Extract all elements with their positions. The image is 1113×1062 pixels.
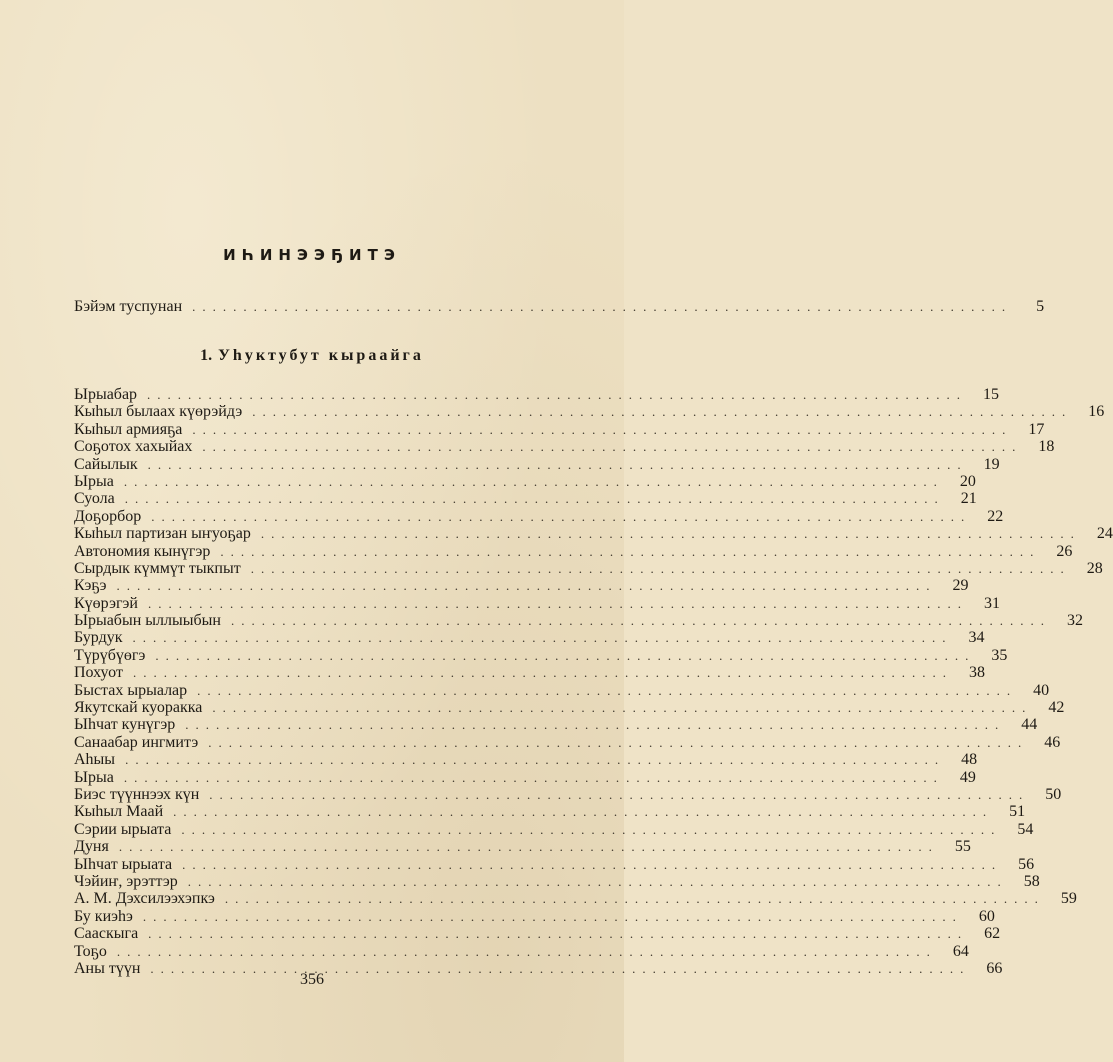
toc-entry-title: Доҕорбор <box>74 507 142 525</box>
toc-entry <box>74 890 1077 908</box>
dot-leader: ................................................................................ <box>192 299 1013 314</box>
dot-leader: ................................................................................ <box>252 404 1073 420</box>
toc-entry-page: 31 <box>983 594 1000 612</box>
toc-entry-title: Биэс түүннээх күн <box>74 785 200 803</box>
toc-entry-page: 15 <box>983 386 1000 403</box>
dot-leader: ................................................................................ <box>202 439 1023 455</box>
dot-leader: ................................................................................ <box>148 926 969 942</box>
toc-entry-page: 58 <box>1023 872 1040 890</box>
toc-entry-page: 20 <box>959 472 976 490</box>
toc-entry-page: 49 <box>959 768 976 786</box>
toc-entry-page: 64 <box>952 942 969 960</box>
toc-entry <box>74 490 977 508</box>
dot-leader: ................................................................................ <box>132 630 953 646</box>
toc-entry <box>74 542 1073 560</box>
toc-entry-title: Суола <box>74 490 115 508</box>
dot-leader: ................................................................................ <box>173 804 994 820</box>
dot-leader: ................................................................................ <box>212 700 1033 716</box>
dot-leader: ................................................................................ <box>124 491 945 507</box>
toc-entry-title: Кыһыл армияҕа <box>74 420 183 438</box>
toc-entry <box>74 785 1062 803</box>
toc-entry <box>74 838 971 856</box>
toc-entry <box>74 768 976 786</box>
toc-entry-title: Түрүбүөгэ <box>74 646 146 664</box>
toc-entry-title: Аны түүн <box>74 959 141 977</box>
toc-entry-page: 59 <box>1060 890 1077 908</box>
toc-entry-page: 48 <box>961 751 978 769</box>
toc-entry-page: 17 <box>1028 420 1045 438</box>
section-title-text: Уһуктубут кыраайга <box>218 347 424 364</box>
dot-leader: ................................................................................ <box>182 856 1003 872</box>
dot-leader: ................................................................................ <box>220 543 1041 559</box>
toc-entry <box>74 925 1001 943</box>
dot-leader: ................................................................................ <box>123 473 944 489</box>
dot-leader: ................................................................................ <box>181 821 1002 837</box>
toc-entry-page: 16 <box>1088 403 1105 421</box>
dot-leader: ................................................................................ <box>208 734 1029 750</box>
toc-entry-page: 40 <box>1033 681 1050 699</box>
toc-entry-page: 66 <box>986 959 1003 977</box>
toc-entry-page: 38 <box>968 664 985 682</box>
intro-entry-title: Бэйэм туспунан <box>74 298 183 315</box>
dot-leader: ................................................................................ <box>132 665 953 681</box>
toc-entry-page: 21 <box>960 490 977 508</box>
toc-entry-title: Кыһыл партизан ыҥуоҕар <box>74 525 251 543</box>
toc-entry-title: Сырдык күммүт тыкпыт <box>74 559 241 577</box>
dot-leader: ................................................................................ <box>116 578 937 594</box>
toc-entry <box>74 438 1055 456</box>
toc-entry <box>74 664 985 682</box>
toc-entry <box>74 716 1038 734</box>
dot-leader: ................................................................................ <box>125 752 946 768</box>
toc-entry <box>74 507 1004 525</box>
toc-entry-title: Аһыы <box>74 751 116 769</box>
toc-entry-page: 22 <box>987 507 1004 525</box>
dot-leader: ................................................................................ <box>150 960 971 976</box>
toc-entry-title: Ырыа <box>74 768 114 786</box>
toc-entry-page: 28 <box>1086 559 1103 577</box>
toc-entry <box>74 855 1035 873</box>
dot-leader: ................................................................................ <box>123 769 944 785</box>
toc-entry-title: Сайылык <box>74 455 138 473</box>
toc-entry-title: Быстах ырыалар <box>74 681 188 699</box>
toc-entry-page: 51 <box>1009 803 1026 821</box>
toc-entry-page: 56 <box>1018 855 1035 873</box>
toc-entry <box>74 525 1113 543</box>
toc-entry <box>74 559 1103 577</box>
toc-entry-page: 54 <box>1017 820 1034 838</box>
toc-entry-title: Ыһчат ырыата <box>74 855 173 873</box>
dot-leader: ................................................................................ <box>230 613 1051 629</box>
toc-entry-title: Кэҕэ <box>74 577 107 595</box>
toc-entry-page: 55 <box>954 838 971 856</box>
toc-entry-page: 35 <box>991 646 1008 664</box>
toc-entry-page: 32 <box>1066 612 1083 630</box>
dot-leader: ................................................................................ <box>147 595 968 611</box>
toc-entry-title: Кыһыл былаах күөрэйдэ <box>74 403 243 421</box>
toc-entry-title: Сааскыга <box>74 925 139 943</box>
toc-entry-page: 19 <box>983 455 1000 473</box>
dot-leader: ................................................................................ <box>224 891 1045 907</box>
toc-entry <box>74 403 1105 421</box>
dot-leader: ................................................................................ <box>147 387 968 402</box>
dot-leader: ................................................................................ <box>192 421 1013 437</box>
toc-entry <box>74 942 969 960</box>
toc-entry <box>74 612 1083 630</box>
dot-leader: ................................................................................ <box>155 647 976 663</box>
toc-entry <box>74 472 976 490</box>
toc-entry-page: 34 <box>968 629 985 647</box>
dot-leader: ................................................................................ <box>209 786 1030 802</box>
toc-entry-title: Автономия кынүгэр <box>74 542 211 560</box>
toc-entry <box>74 751 978 769</box>
toc-entry-page: 46 <box>1044 733 1061 751</box>
toc-entry <box>74 699 1065 717</box>
section-heading <box>0 347 624 365</box>
dot-leader: ................................................................................ <box>197 682 1018 698</box>
toc-entry <box>74 455 1000 473</box>
toc-entry <box>74 646 1008 664</box>
dot-leader: ................................................................................ <box>142 908 963 924</box>
toc-entry <box>74 872 1040 890</box>
toc-entry-title: Сэрии ырыата <box>74 820 172 838</box>
toc-entry <box>74 594 1000 612</box>
toc-entry-title: Соҕотох хахыйах <box>74 438 193 456</box>
toc-entry-page: 29 <box>952 577 969 595</box>
toc-entry-page: 18 <box>1038 438 1055 456</box>
toc-entry-title: Күөрэгэй <box>74 594 138 612</box>
toc-entry-title: Санаабар ингмитэ <box>74 733 199 751</box>
dot-leader: ................................................................................ <box>185 717 1006 733</box>
toc-entry-title: Чэйиҥ, эрэттэр <box>74 872 178 890</box>
toc-entry-title: А. М. Дэхсилээхэпкэ <box>74 890 215 908</box>
toc-entry <box>74 577 969 595</box>
toc-entry-title: Бурдук <box>74 629 123 647</box>
toc-entry <box>74 733 1061 751</box>
toc-entry-title: Дуня <box>74 838 109 856</box>
dot-leader: ................................................................................ <box>260 526 1081 542</box>
toc-entry <box>74 420 1045 438</box>
dot-leader: ................................................................................ <box>250 560 1071 576</box>
toc-entry-title: Ырыабар <box>74 386 138 403</box>
toc-entry-page: 44 <box>1021 716 1038 734</box>
footer-page-number: 356 <box>300 971 324 988</box>
toc-entry-title: Кыһыл Маай <box>74 803 164 821</box>
toc-entry-title: Бу киэһэ <box>74 907 133 925</box>
contents-title: ИҺИНЭЭҔИТЭ <box>223 246 401 264</box>
toc-entry-title: Ыһчат кунүгэр <box>74 716 176 734</box>
dot-leader: ................................................................................ <box>116 943 937 959</box>
dot-leader: ................................................................................ <box>187 873 1008 889</box>
dot-leader: ................................................................................ <box>147 456 968 472</box>
toc-entry <box>74 820 1034 838</box>
toc-entry-title: Ырыа <box>74 472 114 490</box>
toc-entry-page: 60 <box>978 907 995 925</box>
toc-entry <box>74 803 1026 821</box>
dot-leader: ................................................................................ <box>118 839 939 855</box>
toc-entry <box>74 629 985 647</box>
toc-entry-title: Тоҕо <box>74 942 107 960</box>
toc-entry-title: Ырыабын ыллыыбын <box>74 612 221 630</box>
toc-entry <box>74 386 1000 403</box>
toc-entry-title: Якутскай куоракка <box>74 699 203 717</box>
toc-list <box>74 386 1113 977</box>
intro-entry <box>74 298 1045 316</box>
toc-entry-page: 26 <box>1056 542 1073 560</box>
section-number: 1. <box>200 347 213 364</box>
dot-leader: ................................................................................ <box>151 508 972 524</box>
toc-entry-page: 24 <box>1096 525 1113 543</box>
toc-entry-page: 62 <box>984 925 1001 943</box>
toc-entry <box>74 907 995 925</box>
intro-entry-page: 5 <box>1036 298 1045 315</box>
toc-entry-page: 42 <box>1048 699 1065 717</box>
toc-entry-page: 50 <box>1045 785 1062 803</box>
toc-entry-title: Похуот <box>74 664 123 682</box>
toc-entry <box>74 681 1050 699</box>
